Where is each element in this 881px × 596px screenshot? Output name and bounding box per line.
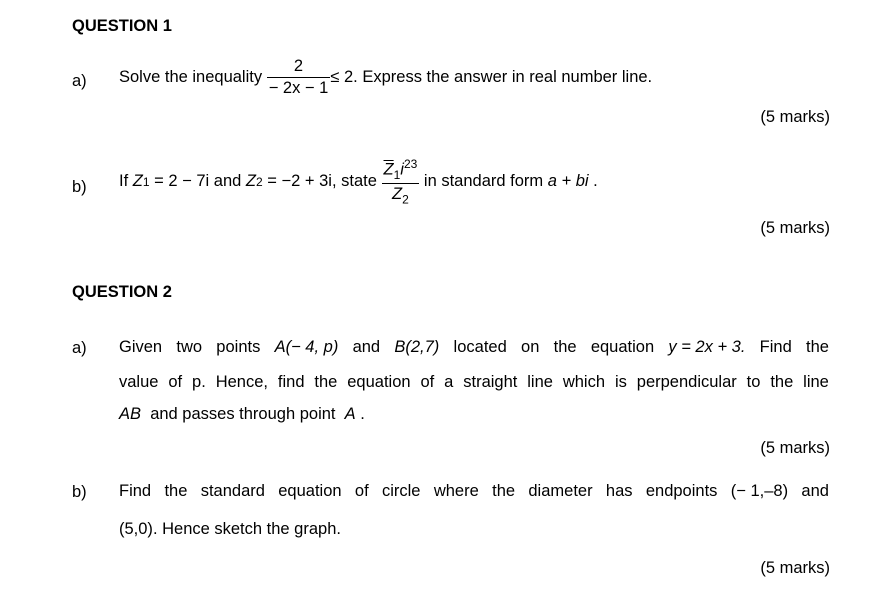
q1a-text — [119, 58, 652, 96]
q1b-frac-denominator: $Z_2$ — [382, 183, 420, 205]
q1b-marks: (5 marks) — [760, 219, 830, 237]
q2b-marks: (5 marks) — [760, 559, 830, 577]
question-1-heading: QUESTION 1 — [72, 17, 172, 35]
q1a-frac-numerator: 2 — [293, 57, 304, 75]
q2b-label: b) — [72, 483, 87, 501]
q1a-label: a) — [72, 72, 87, 90]
q1b-state: , state — [331, 172, 377, 191]
q2a-line-2: value of p. Hence, find the equation of a straight line which is perpendicular to the line — [119, 373, 829, 391]
question-2-heading: QUESTION 2 — [72, 283, 172, 301]
q1a-fraction — [267, 58, 331, 96]
q1b-conjugate-z1: $\overline{Z}$ — [383, 160, 394, 179]
q1a-pre: Solve the inequality — [119, 67, 263, 86]
q2a-label: a) — [72, 339, 87, 357]
q1b-post: in standard form — [423, 172, 544, 191]
q1b-frac-numerator: $\overline{Z}_1i^{23}$ — [383, 157, 418, 182]
q1b-fraction — [382, 158, 420, 205]
q2a-marks: (5 marks) — [760, 439, 830, 457]
q1b-z1-definition: = 2 − 7i — [154, 172, 210, 191]
q1b-label: b) — [72, 178, 87, 196]
q1b-if: If — [119, 172, 129, 191]
q1a-relation: ≤ 2 — [330, 67, 354, 86]
q2b-line-1: Find the standard equation of circle where the diameter has endpoints (− 1,–8) and — [119, 482, 829, 500]
q2b-line-2: (5,0). Hence sketch the graph. — [119, 520, 341, 538]
q1b-z2-definition: = −2 + 3i — [267, 172, 332, 191]
q1a-post: . Express the answer in real number line. — [353, 67, 653, 86]
q1b-and: and — [213, 172, 242, 191]
q1a-frac-denominator: − 2x − 1 — [268, 78, 329, 97]
q1b-text: If Z 1 = 2 − 7i and Z 2 = −2 + 3i , state $\frac{\overline{Z}_1i^{23}}{Z_2}$ in standard form a + bi . — [119, 157, 598, 207]
q2a-line-3: AB and passes through point A . — [119, 405, 365, 423]
q1a-marks: (5 marks) — [760, 108, 830, 126]
q2a-line-1: Given two points A(− 4, p) and B(2,7) located on the equation y = 2x + 3. Find the — [119, 338, 829, 356]
q1b-form: a + bi — [547, 172, 589, 191]
